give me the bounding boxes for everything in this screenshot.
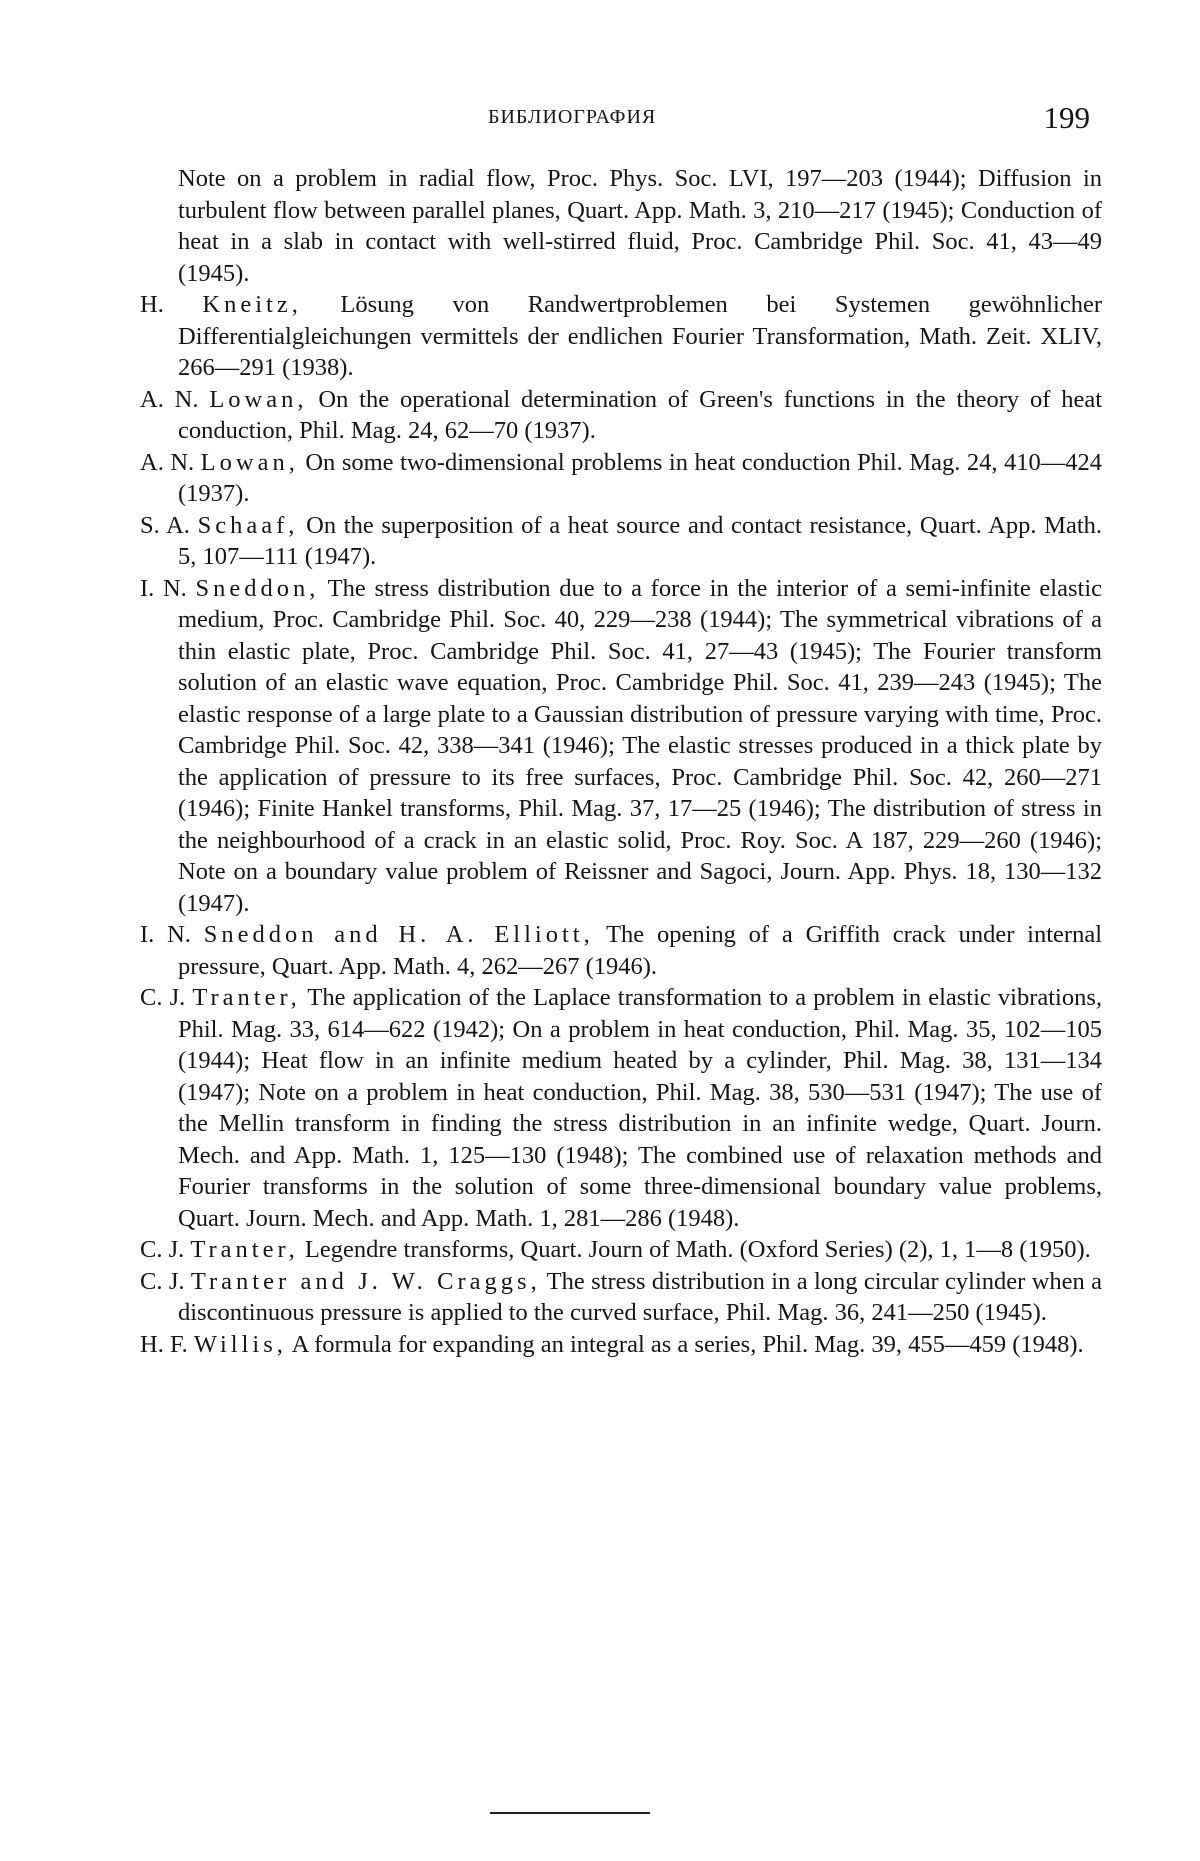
bibliography-entry [140, 384, 1102, 447]
entry-author: Sneddon, [195, 574, 320, 602]
entry-initials: C. J. [140, 1236, 185, 1263]
entry-author: Tranter, [192, 984, 301, 1011]
entry-author: Kneitz, [202, 291, 302, 318]
bibliography-entry [140, 982, 1102, 1234]
bibliography-entry [140, 447, 1102, 510]
entry-initials: I. N. [140, 574, 187, 602]
entry-author: Tranter and J. W. Craggs, [190, 1267, 541, 1295]
entry-text: On the operational determination of Green's functions in the theory of heat conduction, Phil. Mag. 24, 62—70 (1937). [178, 385, 1103, 444]
running-title: БИБЛИОГРАФИЯ [488, 106, 657, 128]
entry-text: Note on a problem in radial flow, Proc. Phys. Soc. LVI, 197—203 (1944); Diffusion in turbulent flow between parallel planes, Quart. App. Math. 3, 210—217 (1945); Conduction of heat in a slab in contact with well-stirred fluid, Proc. Cambridge Phil. Soc. 41, 43—49 (1945). [178, 165, 1102, 287]
entry-text: A formula for expanding an integral as a series, Phil. Mag. 39, 455—459 (1948). [291, 1330, 1084, 1358]
entry-text: The opening of a Griffith crack under internal pressure, Quart. App. Math. 4, 262—267 (1946). [178, 921, 1102, 980]
entry-text: Legendre transforms, Quart. Journ of Math. (Oxford Series) (2), 1, 1—8 (1950). [304, 1236, 1091, 1263]
entry-text: On the superposition of a heat source and contact resistance, Quart. App. Math. 5, 107—111 (1947). [178, 511, 1103, 570]
entry-initials: C. J. [140, 984, 186, 1011]
entry-initials: H. [140, 291, 164, 318]
bibliography-entry [140, 289, 1102, 384]
bibliography-entry [140, 1234, 1102, 1266]
end-rule [490, 1812, 650, 1814]
entry-initials: I. N. [140, 921, 191, 948]
bibliography-entry [140, 919, 1102, 982]
entry-initials: C. J. [140, 1267, 185, 1295]
page-number: 199 [1043, 100, 1090, 135]
entry-author: Lowan, [200, 448, 299, 476]
entry-initials: H. F. [140, 1330, 188, 1358]
bibliography-entry [140, 1329, 1102, 1361]
bibliography-list [140, 163, 1102, 1360]
running-head [0, 100, 1200, 136]
entry-text: On some two-dimensional problems in heat conduction Phil. Mag. 24, 410—424 (1937). [178, 448, 1102, 507]
entry-text: The stress distribution due to a force in the interior of a semi-infinite elastic medium, Proc. Cambridge Phil. Soc. 40, 229—238 (1944); The symmetrical vibrations of a thin elastic plate, Proc. Cambridge Phil. Soc. 41, 27—43 (1945); The Fourier transform solution of an elastic wave equation, Proc. Cambridge Phil. Soc. 41, 239—243 (1945); The elastic response of a large plate to a Gaussian distribution of pressure varying with time, Proc. Cambridge Phil. Soc. 42, 338—341 (1946); The elastic stresses produced in a thick plate by the application of pressure to its free surfaces, Proc. Cambridge Phil. Soc. 42, 260—271 (1946); Finite Hankel transforms, Phil. Mag. 37, 17—25 (1946); The distribution of stress in the neighbourhood of a crack in an elastic solid, Proc. Roy. Soc. A 187, 229—260 (1946); Note on a boundary value problem of Reissner and Sagoci, Journ. App. Phys. 18, 130—132 (1947). [178, 574, 1103, 917]
entry-initials: A. N. [140, 385, 199, 413]
bibliography-entry [140, 1266, 1102, 1329]
entry-author: Lowan, [209, 385, 308, 413]
entry-author: Tranter, [190, 1236, 299, 1263]
entry-author: Willis, [193, 1330, 287, 1358]
entry-text: The stress distribution in a long circular cylinder when a discontinuous pressure is applied to the curved surface, Phil. Mag. 36, 241—250 (1945). [178, 1267, 1103, 1326]
entry-text: The application of the Laplace transformation to a problem in elastic vibrations, Phil. Mag. 33, 614—622 (1942); On a problem in heat conduction, Phil. Mag. 35, 102—105 (1944); Heat flow in an infinite medium heated by a cylinder, Phil. Mag. 38, 131—134 (1947); Note on a problem in heat conduction, Phil. Mag. 38, 530—531 (1947); The use of the Mellin transform in finding the stress distribution in an infinite wedge, Quart. Journ. Mech. and App. Math. 1, 125—130 (1948); The combined use of relaxation methods and Fourier transforms in the solution of some three-dimensional boundary value problems, Quart. Journ. Mech. and App. Math. 1, 281—286 (1948). [178, 984, 1102, 1232]
bibliography-entry [140, 163, 1102, 289]
bibliography-entry [140, 573, 1102, 920]
entry-text: Lösung von Randwertproblemen bei Systemen gewöhnlicher Differentialgleichungen vermittels der endlichen Fourier Transformation, Math. Zeit. XLIV, 266—291 (1938). [178, 291, 1103, 381]
entry-initials: S. A. [140, 511, 190, 539]
entry-author: Sneddon and H. A. Elliott, [203, 921, 594, 948]
bibliography-entry [140, 510, 1102, 573]
entry-author: Schaaf, [197, 511, 299, 539]
entry-initials: A. N. [140, 448, 195, 476]
